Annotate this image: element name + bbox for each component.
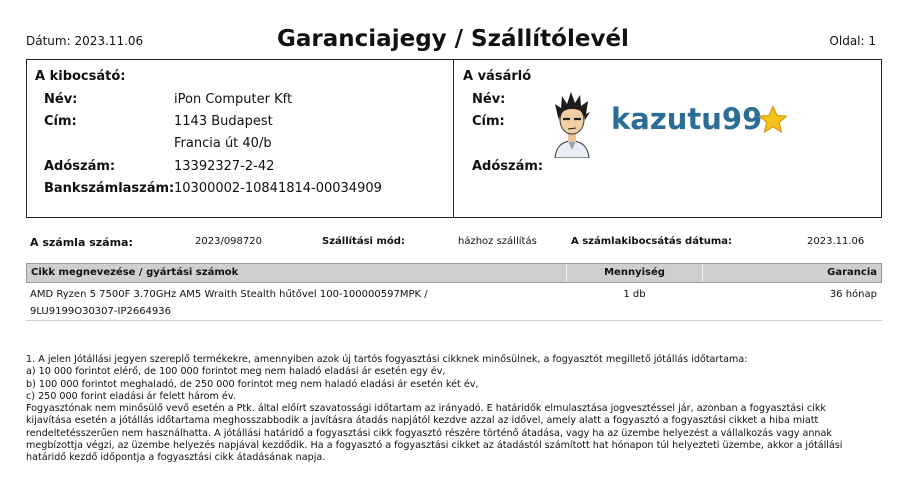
terms-line: kijavítása esetén a jótállás időtartama meghosszabbodik a javításra átadás napjától kezdve azzal az idővel, amely alatt a fogyasztó a fogyasztási cikket a hiba miatt	[26, 415, 819, 427]
issue-date: 2023.11.06	[807, 236, 865, 247]
col-qty-header: Mennyiség	[604, 267, 665, 278]
shipping-method-label: Szállítási mód:	[322, 236, 405, 247]
issuer-address-line2: Francia út 40/b	[174, 136, 272, 151]
shipping-method: házhoz szállítás	[458, 236, 537, 247]
item-warranty: 36 hónap	[829, 289, 877, 300]
terms-line: 1. A jelen Jótállási jegyen szereplő termékekre, amennyiben azok új tartós fogyasztási cikknek minősülnek, a fogyasztót megillető jótállás időtartama:	[26, 354, 748, 365]
issuer-title: A kibocsátó:	[35, 69, 126, 84]
parties-divider	[453, 59, 454, 217]
issuer-tax-label: Adószám:	[44, 159, 116, 174]
terms-line: a) 10 000 forintot elérő, de 100 000 forintot meg nem haladó eladási ár esetén egy év,	[26, 366, 446, 378]
buyer-username: kazutu99	[611, 102, 763, 136]
issuer-tax: 13392327-2-42	[174, 159, 275, 174]
issuer-address-label: Cím:	[44, 114, 77, 129]
page-number: Oldal: 1	[829, 34, 876, 48]
buyer-title: A vásárló	[463, 69, 532, 84]
items-table-header	[26, 263, 882, 283]
buyer-address-label: Cím:	[472, 114, 505, 129]
issuer-address-line1: 1143 Budapest	[174, 114, 273, 129]
terms-line: Fogyasztónak nem minősülő vevő esetén a Ptk. által előírt szavatossági időtartam az irányadó. E határidők elmulasztása jogvesztéssel jár, azonban a fogyasztási cikk	[26, 403, 826, 415]
issuer-bank: 10300002-10841814-00034909	[174, 181, 382, 196]
warranty-terms	[26, 354, 886, 465]
document-date: Dátum: 2023.11.06	[26, 34, 144, 48]
invoice-number: 2023/098720	[195, 236, 262, 247]
terms-line: megbízottja végzi, az üzembe helyezés napjával kezdődik. Ha a fogyasztó a fogyasztási cikket az átadástól számított hat hónapon túl helyezteti üzembe, akkor a jótállási	[26, 440, 843, 452]
invoice-number-label: A számla száma:	[30, 236, 133, 249]
row-divider	[26, 320, 882, 321]
star-icon	[758, 105, 788, 135]
col-warranty-header: Garancia	[827, 267, 877, 278]
terms-line: határidő kezdő időpontja a fogyasztási cikk átadásának napja.	[26, 452, 326, 464]
col-item-header: Cikk megnevezése / gyártási számok	[31, 267, 239, 278]
issuer-name: iPon Computer Kft	[174, 92, 293, 107]
user-avatar	[551, 92, 593, 158]
document-title: Garanciajegy / Szállítólevél	[277, 26, 629, 52]
col-separator	[702, 264, 703, 282]
terms-line: c) 250 000 forint eladási ár felett három év.	[26, 390, 236, 402]
buyer-name-label: Név:	[472, 92, 506, 107]
buyer-tax-label: Adószám:	[472, 159, 544, 174]
issuer-bank-label: Bankszámlaszám:	[44, 181, 175, 196]
item-quantity: 1 db	[623, 289, 646, 300]
item-description-line1: AMD Ryzen 5 7500F 3.70GHz AM5 Wraith Stealth hűtővel 100-100000597MPK /	[30, 289, 428, 300]
terms-line: rendeltetésszerűen nem használhatta. A jótállási határidő a fogyasztási cikk fogyasztó részére történő átadása, vagy ha az üzembe helyezést a vállalkozás vagy annak	[26, 427, 832, 439]
terms-line: b) 100 000 forintot meghaladó, de 250 000 forintot meg nem haladó eladási ár esetén két év,	[26, 378, 479, 390]
item-description-line2: 9LU9199O30307-IP2664936	[30, 306, 172, 317]
issuer-name-label: Név:	[44, 92, 78, 107]
issue-date-label: A számlakibocsátás dátuma:	[571, 236, 733, 247]
